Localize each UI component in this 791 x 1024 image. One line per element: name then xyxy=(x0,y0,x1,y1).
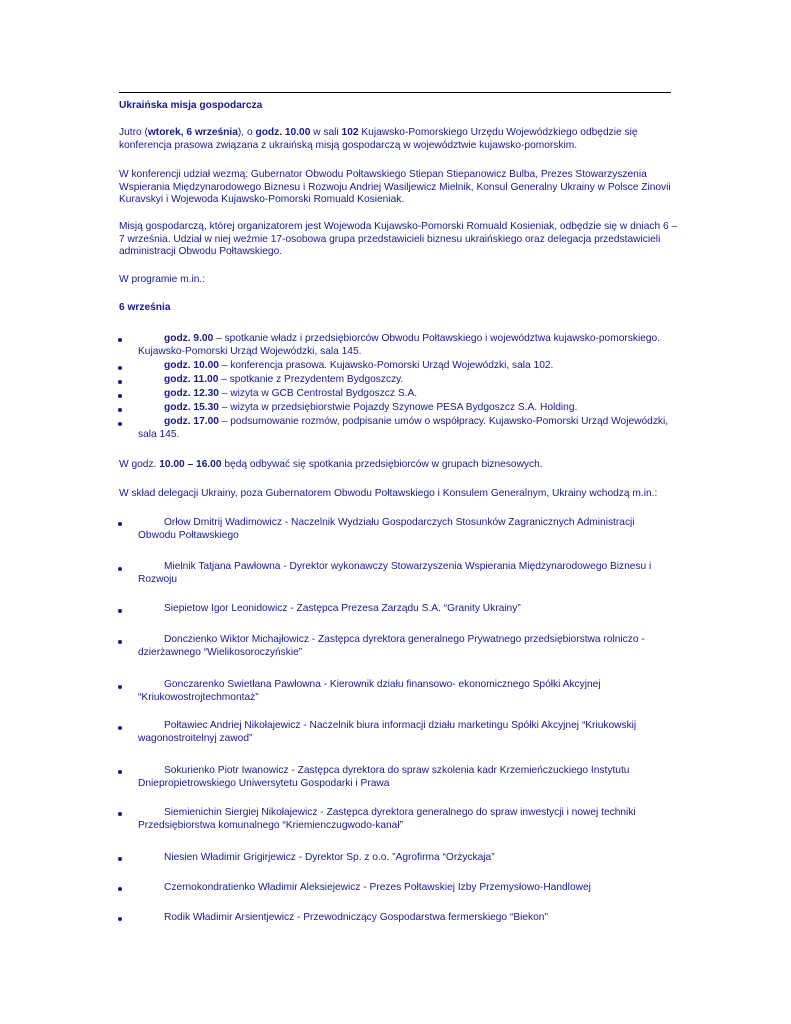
paragraph-program-intro: W programie m.in.: xyxy=(119,274,206,285)
bullet-icon xyxy=(118,567,122,571)
paragraph-intro: Jutro (wtorek, 6 września), o godz. 10.00 w sali 102 Kujawsko-Pomorskiego Urzędu Wojewódzkiego odbędzie się konferencja prasowa związana z ukraińską misją gospodarczą w województwie kujawsko-pomorskim. xyxy=(119,127,638,151)
bullet-icon xyxy=(118,812,122,816)
delegation-item: Siemienichin Siergiej Nikołajewicz - Zastępca dyrektora generalnego do spraw inwestycji i nowej techniki Przedsiębiorstwa komunalnego “Kriemienczugwodo-kanał” xyxy=(138,807,636,831)
schedule-item: godz. 11.00 – spotkanie z Prezydentem Bydgoszczy. xyxy=(164,374,404,385)
bullet-icon xyxy=(118,522,122,526)
schedule-item: godz. 12.30 – wizyta w GCB Centrostal Bydgoszcz S.A. xyxy=(164,388,418,399)
schedule-item: godz. 17.00 – podsumowanie rozmów, podpisanie umów o współpracy. Kujawsko-Pomorski Urząd Wojewódzki, sala 145. xyxy=(138,416,669,440)
bullet-icon xyxy=(118,857,122,861)
bullet-icon xyxy=(118,394,122,398)
bullet-icon xyxy=(118,640,122,644)
bullet-icon xyxy=(118,380,122,384)
paragraph-delegation-intro: W skład delegacji Ukrainy, poza Gubernatorem Obwodu Połtawskiego i Konsulem Generalnym, Ukrainy wchodzą m.in.: xyxy=(119,488,658,499)
delegation-item: Siepietow Igor Leonidowicz - Zastępca Prezesa Zarządu S.A. “Granity Ukrainy” xyxy=(164,603,521,614)
paragraph-participants: W konferencji udział wezmą: Gubernator Obwodu Połtawskiego Stiepan Stiepanowicz Bulba, Prezes Stowarzyszenia Wspierania Międzynarodowego Biznesu i Rozwoju Andriej Wasiljewicz Mielnik, Konsul Generalny Ukrainy w Polsce Zinovii Kuravskyi i Wojewoda Kujawsko-Pomorski Romuald Kosieniak. xyxy=(119,169,671,206)
bullet-icon xyxy=(118,366,122,370)
bullet-icon xyxy=(118,609,122,613)
delegation-item: Rodik Władimir Arsientjewicz - Przewodniczący Gospodarstwa fermerskiego “Biekon” xyxy=(164,912,548,923)
delegation-item: Niesien Władimir Grigirjewicz - Dyrektor Sp. z o.o. ”Agrofirma “Orżyckaja” xyxy=(164,852,495,863)
delegation-item: Gonczarenko Swietłana Pawłowna - Kierownik działu finansowo- ekonomicznego Spółki Akcyjnej “Kriukowostrojtechmontaż” xyxy=(138,679,601,703)
bullet-icon xyxy=(118,422,122,426)
delegation-item: Czernokondratienko Władimir Aleksiejewicz - Prezes Połtawskiej Izby Przemysłowo-Handlowej xyxy=(164,882,591,893)
delegation-item: Orłow Dmitrij Wadimowicz - Naczelnik Wydziału Gospodarczych Stosunków Zagranicznych Administracji Obwodu Połtawskiego xyxy=(138,517,635,541)
schedule-item: godz. 15.30 – wizyta w przedsiębiorstwie Pojazdy Szynowe PESA Bydgoszcz S.A. Holding. xyxy=(164,402,578,413)
bullet-icon xyxy=(118,685,122,689)
delegation-item: Sokurienko Piotr Iwanowicz - Zastępca dyrektora do spraw szkolenia kadr Krzemieńczuckiego Instytutu Dniepropietrowskiego Uniwersytetu Gospodarki i Prawa xyxy=(138,765,630,789)
bullet-icon xyxy=(118,770,122,774)
bullet-icon xyxy=(118,917,122,921)
paragraph-business-hours: W godz. 10.00 – 16.00 będą odbywać się spotkania przedsiębiorców w grupach biznesowych. xyxy=(119,459,543,470)
paragraph-mission: Misją gospodarczą, której organizatorem jest Wojewoda Kujawsko-Pomorski Romuald Kosieniak, odbędzie się w dniach 6 – 7 września. Udział w niej weźmie 17-osobowa grupa przedstawicieli biznesu ukraińskiego oraz delegacja przedstawicieli administracji Obwodu Połtawskiego. xyxy=(119,221,678,258)
delegation-item: Połtawiec Andriej Nikołajewicz - Naczelnik biura informacji działu marketingu Spółki Akcyjnej “Kriukowskij wagonostroitelnyj zawod” xyxy=(138,720,637,744)
bullet-icon xyxy=(118,726,122,730)
delegation-item: Mielnik Tatjana Pawłowna - Dyrektor wykonawczy Stowarzyszenia Wspierania Międzynarodowego Biznesu i Rozwoju xyxy=(138,561,652,585)
bullet-icon xyxy=(118,338,122,342)
day-heading: 6 września xyxy=(119,302,171,313)
schedule-item: godz. 10.00 – konferencja prasowa. Kujawsko-Pomorski Urząd Wojewódzki, sala 102. xyxy=(164,360,554,371)
bullet-icon xyxy=(118,408,122,412)
bullet-icon xyxy=(118,887,122,891)
delegation-item: Donczienko Wiktor Michajłowicz - Zastępca dyrektora generalnego Prywatnego przedsiębiorstwa rolniczo - dzierżawnego “Wielikosoroczyńskie” xyxy=(138,634,645,658)
header-rule xyxy=(119,92,671,93)
schedule-item: godz. 9.00 – spotkanie władz i przedsiębiorców Obwodu Połtawskiego i województwa kujawsko-pomorskiego. Kujawsko-Pomorski Urząd Wojewódzki, sala 145. xyxy=(138,333,661,357)
document-title: Ukraińska misja gospodarcza xyxy=(119,100,263,111)
